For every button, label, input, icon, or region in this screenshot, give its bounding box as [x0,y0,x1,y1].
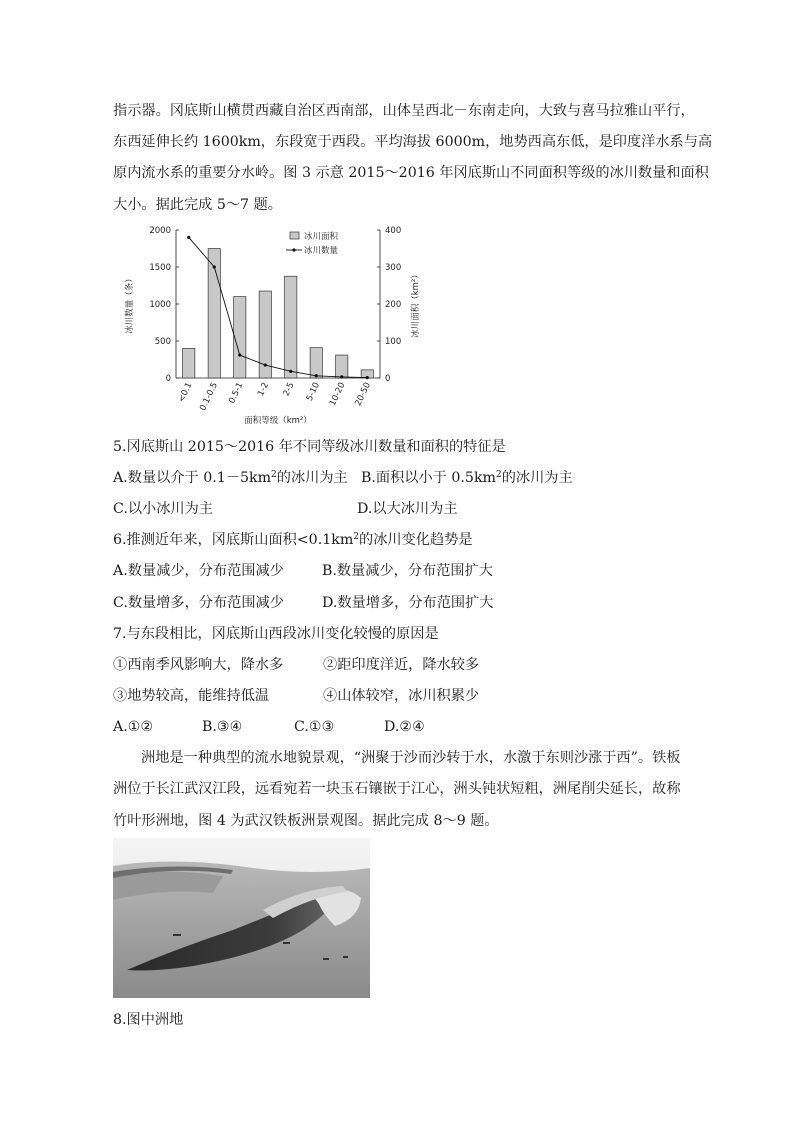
x-tick-label: 0.5-1 [227,381,246,406]
left-tick-label: 1500 [149,263,171,273]
passage2-line-2: 洲位于长江武汉江段，远看宛若一块玉石镶嵌于江心，洲头钝状短粗，洲尾削尖延长，故称 [113,781,681,797]
x-tick-label: 2-5 [281,381,297,398]
area-bar [336,355,348,378]
passage2-line-1: 洲地是一种典型的流水地貌景观，“洲聚于沙而沙转于水，水激于东则沙涨于西”。铁板 [141,750,681,766]
count-point [340,375,343,378]
right-axis-title: 冰川面积（km²） [411,270,421,338]
x-axis-title: 面积等级（km²） [244,416,312,426]
q7-statement-2: ②距印度洋近，降水较多 [323,657,480,673]
right-tick-label: 100 [385,337,402,347]
q5-option-c: C.以小冰川为主 [113,501,213,517]
q7-statement-1: ①西南季风影响大，降水多 [113,657,284,673]
q5-option-d: D.以大冰川为主 [357,501,458,517]
q6-option-d: D.数量增多，分布范围扩大 [322,595,494,611]
area-bar [183,348,195,378]
legend-bar-swatch [290,232,299,239]
area-bar [310,348,322,378]
left-tick-label: 1000 [149,300,171,310]
count-point [289,370,292,373]
count-point [366,376,369,379]
q6-option-c: C.数量增多，分布范围减少 [113,595,284,611]
x-tick-label: 5-10 [304,381,322,403]
right-tick-label: 0 [385,374,391,384]
q7-option-c: C.①③ [294,719,335,735]
area-bar [285,276,297,378]
q7-option-b: B.③④ [202,719,243,735]
legend-bar-label: 冰川面积 [304,232,339,242]
left-axis-title: 冰川数量（条） [125,274,135,334]
q7-stem: 7.与东段相比，冈底斯山西段冰川变化较慢的原因是 [113,626,439,642]
q5-option-b: B.面积以小于 $0.5km^2$的冰川为主 [361,470,573,486]
count-point [187,236,190,239]
q6-stem: 6.推测近年来，冈底斯山面积$<0.1km^2$的冰川变化趋势是 [113,532,473,548]
area-bar [234,297,246,378]
legend-line-label: 冰川数量 [304,246,339,256]
intro-line-2: 东西延伸长约 1600km，东段宽于西段。平均海拔 6000m，地势西高东低，是印度洋水系与高 [113,134,713,150]
q6-option-b: B.数量减少，分布范围扩大 [322,563,493,579]
q7-option-d: D.②④ [384,719,425,735]
count-point [213,265,216,268]
q8-stem: 8.图中洲地 [113,1012,184,1028]
x-tick-label: <0.1 [176,381,195,404]
intro-line-3: 原内流水系的重要分水岭。图 3 示意 2015～2016 年冈底斯山不同面积等级的冰川数量和面积 [113,165,709,181]
island-photo [113,838,370,998]
q7-option-a: A.①② [113,719,154,735]
intro-line-4: 大小。据此完成 5～7 题。 [113,197,282,213]
left-tick-label: 500 [154,337,171,347]
x-tick-label: 10-20 [327,381,348,408]
glacier-chart [118,220,428,430]
left-tick-label: 2000 [149,226,171,236]
right-tick-label: 400 [385,226,402,236]
legend-line-marker [292,248,295,251]
passage2-line-3: 竹叶形洲地，图 4 为武汉铁板洲景观图。据此完成 8～9 题。 [113,813,499,829]
q5-option-a: A.数量以介于 $0.1-5km^2$的冰川为主 [113,470,348,486]
right-tick-label: 300 [385,263,402,273]
q7-statement-3: ③地势较高，能维持低温 [113,688,270,704]
count-point [238,353,241,356]
q5-stem: 5.冈底斯山 2015～2016 年不同等级冰川数量和面积的特征是 [113,439,506,455]
left-tick-label: 0 [165,374,171,384]
count-point [264,363,267,366]
right-tick-label: 200 [385,300,402,310]
count-point [315,374,318,377]
x-tick-label: 20-50 [353,381,373,408]
x-tick-label: 0.1-0.5 [198,381,220,413]
q6-option-a: A.数量减少，分布范围减少 [113,563,284,579]
x-tick-label: 1-2 [256,381,271,398]
q7-statement-4: ④山体较窄，冰川积累少 [323,688,480,704]
intro-line-1: 指示器。冈底斯山横贯西藏自治区西南部，山体呈西北－东南走向，大致与喜马拉雅山平行， [113,103,695,119]
